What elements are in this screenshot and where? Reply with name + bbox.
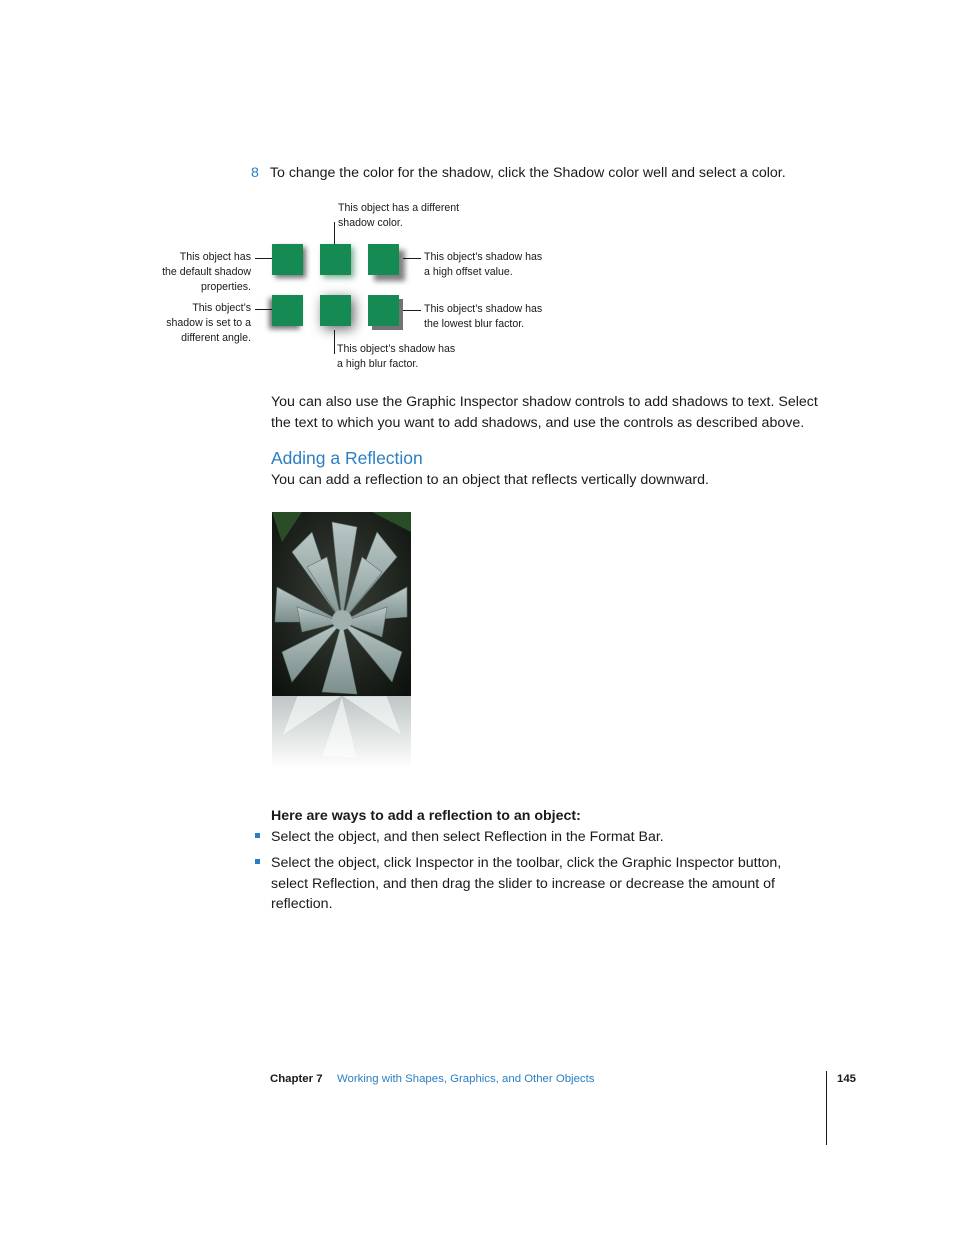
callout-high-blur: This object’s shadow has a high blur factor. xyxy=(337,343,456,370)
square-high-blur xyxy=(320,295,351,326)
callout-line-right-bottom xyxy=(403,310,421,311)
square-high-offset xyxy=(368,244,399,275)
agave-photo xyxy=(272,512,411,696)
square-default-shadow xyxy=(272,244,303,275)
callout-default-shadow: This object has the default shadow properties. xyxy=(162,251,251,293)
section-heading: Adding a Reflection xyxy=(271,448,423,468)
callout-line-top xyxy=(334,222,335,246)
bullet-item-1: Select the object, and then select Reflection in the Format Bar. xyxy=(271,829,664,845)
step-number: 8 xyxy=(251,165,259,181)
square-shadow-color xyxy=(320,244,351,275)
bullet-item-2: Select the object, click Inspector in the toolbar, click the Graphic Inspector button, select Reflection, and then drag the slider to increase or decrease the amount of reflection. xyxy=(271,855,782,912)
square-lowest-blur xyxy=(368,295,399,326)
square-different-angle xyxy=(272,295,303,326)
callout-line-bottom xyxy=(334,330,335,354)
step-8 xyxy=(251,163,786,183)
agave-reflection xyxy=(272,696,411,768)
footer-divider xyxy=(826,1071,827,1145)
page-number: 145 xyxy=(837,1073,857,1085)
callout-lowest-blur: This object’s shadow has the lowest blur factor. xyxy=(424,303,543,330)
callout-line-left-bottom xyxy=(255,309,273,310)
callout-line-right-top xyxy=(403,258,421,259)
bullet-marker-1 xyxy=(255,833,260,838)
bullet-marker-2 xyxy=(255,859,260,864)
footer-chapter-title: Working with Shapes, Graphics, and Other Objects xyxy=(337,1073,595,1085)
section-body: You can add a reflection to an object that reflects vertically downward. xyxy=(271,472,709,488)
callout-line-left-top xyxy=(255,258,273,259)
footer-chapter-label: Chapter 7 xyxy=(270,1073,323,1085)
ways-lead: Here are ways to add a reflection to an object: xyxy=(271,808,581,824)
step-text: To change the color for the shadow, click the Shadow color well and select a color. xyxy=(269,165,786,181)
intro-paragraph: You can also use the Graphic Inspector shadow controls to add shadows to text. Select the text to which you want to add shadows, and use the controls as described above. xyxy=(271,394,818,431)
callout-different-angle: This object’s shadow is set to a different angle. xyxy=(166,302,251,344)
callout-high-offset: This object’s shadow has a high offset value. xyxy=(424,251,543,278)
callout-different-shadow-color: This object has a different shadow color. xyxy=(338,202,460,229)
